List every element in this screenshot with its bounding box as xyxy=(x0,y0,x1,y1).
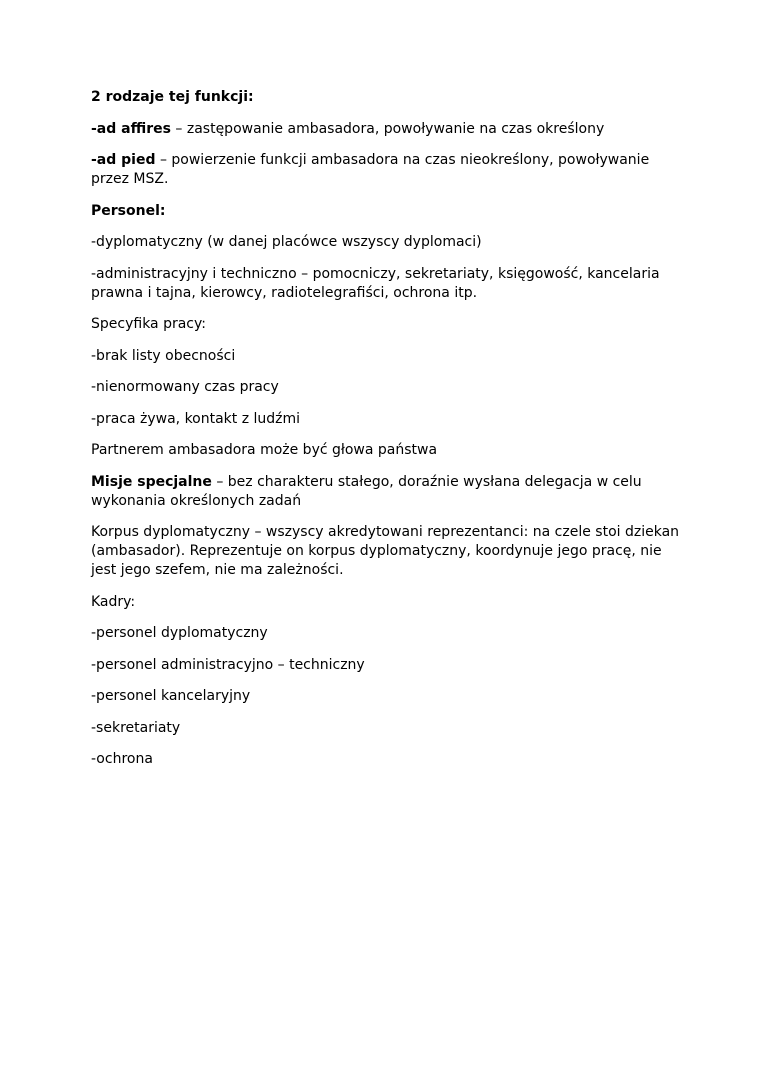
kadry-item-administracyjno: -personel administracyjno – techniczny xyxy=(91,656,365,673)
misje-term: Misje specjalne xyxy=(91,473,212,490)
specyfika-item-obecnosci: -brak listy obecności xyxy=(91,347,236,364)
kadry-heading: Kadry: xyxy=(91,593,136,610)
personel-item-administracyjny: -administracyjny i techniczno – pomocniczy, sekretariaty, księgowość, kancelaria prawna i tajna, kierowcy, radiotelegrafiści, ochrona itp. xyxy=(91,265,660,301)
misje-text: – bez charakteru stałego, doraźnie wysłana delegacja w celu wykonania określonych zadań xyxy=(91,473,642,509)
korpus-paragraph: Korpus dyplomatyczny – wszyscy akredytowani reprezentanci: na czele stoi dziekan (ambasador). Reprezentuje on korpus dyplomatyczny, koordynuje jego pracę, nie jest jego szefem, nie ma zależności. xyxy=(91,524,680,578)
ad-affires-paragraph xyxy=(91,120,681,139)
kadry-item-sekretariaty: -sekretariaty xyxy=(91,719,181,736)
heading-personel: Personel: xyxy=(91,202,166,219)
heading-functions: 2 rodzaje tej funkcji: xyxy=(91,89,254,105)
specyfika-item-czas: -nienormowany czas pracy xyxy=(91,379,279,395)
specyfika-heading: Specyfika pracy: xyxy=(91,316,206,332)
personel-item-dyplomatyczny: -dyplomatyczny (w danej placówce wszyscy dyplomaci) xyxy=(91,234,482,250)
document-page xyxy=(91,88,681,782)
specyfika-item-kontakt: -praca żywa, kontakt z ludźmi xyxy=(91,410,301,427)
kadry-item-ochrona: -ochrona xyxy=(91,751,153,767)
kadry-item-kancelaryjny: -personel kancelaryjny xyxy=(91,688,251,704)
ad-affires-term: -ad affires xyxy=(91,120,171,137)
ad-pied-text: – powierzenie funkcji ambasadora na czas nieokreślony, powoływanie przez MSZ. xyxy=(91,152,650,187)
misje-paragraph xyxy=(91,473,681,511)
ad-affires-text: – zastępowanie ambasadora, powoływanie na czas określony xyxy=(170,120,605,137)
kadry-item-dyplomatyczny: -personel dyplomatyczny xyxy=(91,625,268,641)
partner-paragraph: Partnerem ambasadora może być głowa państwa xyxy=(91,442,438,458)
ad-pied-term: -ad pied xyxy=(91,152,156,168)
ad-pied-paragraph xyxy=(91,151,681,189)
